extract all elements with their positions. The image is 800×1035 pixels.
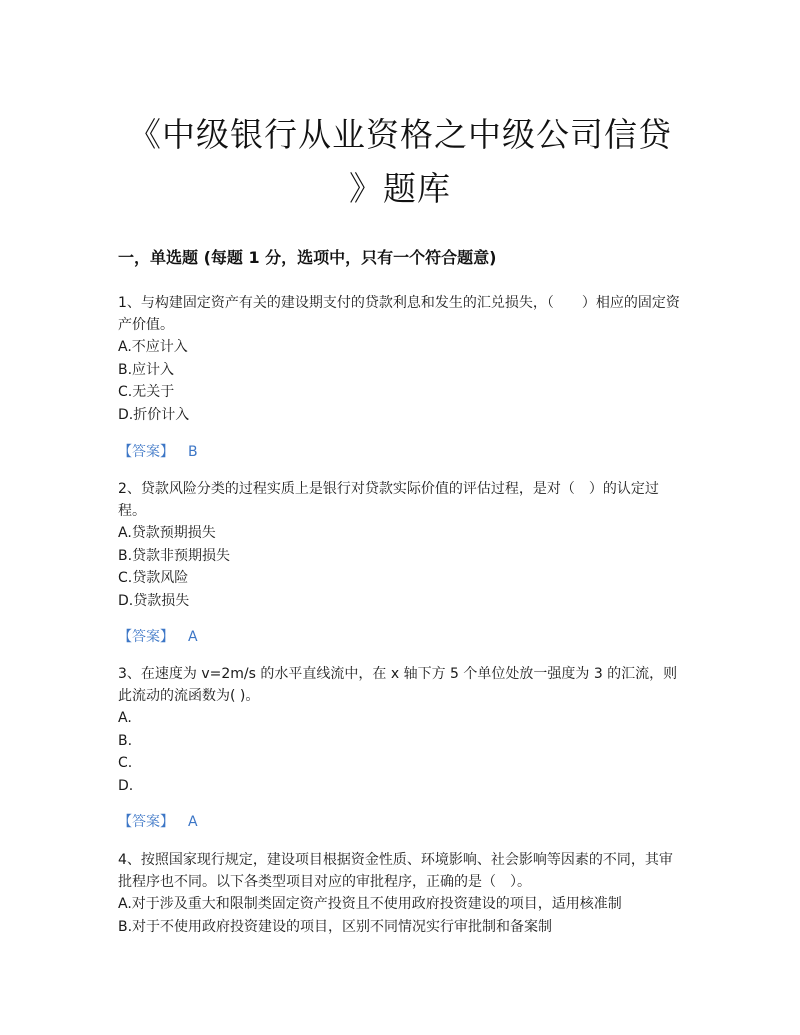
question-2 — [118, 478, 686, 612]
question-2-answer — [118, 627, 198, 647]
question-1 — [118, 292, 686, 426]
question-3 — [118, 663, 686, 797]
answer-value: A — [188, 814, 198, 830]
question-3-option-b: B. — [118, 732, 133, 749]
question-1-stem: 1、与构建固定资产有关的建设期支付的贷款利息和发生的汇兑损失，（ ）相应的固定资产价值。 — [118, 295, 680, 333]
answer-value: A — [188, 629, 198, 645]
question-3-option-a: A. — [118, 710, 132, 726]
question-3-option-c: C. — [118, 755, 133, 771]
question-2-option-c: C.贷款风险 — [118, 570, 189, 586]
question-2-stem: 2、贷款风险分类的过程实质上是银行对贷款实际价值的评估过程，是对（ ）的认定过程。 — [118, 481, 659, 519]
answer-label: 【答案】 — [118, 629, 174, 645]
question-1-option-b: B.应计入 — [118, 361, 175, 378]
question-1-option-a: A.不应计入 — [118, 339, 188, 355]
question-3-stem: 3、在速度为 v=2m/s 的水平直线流中，在 x 轴下方 5 个单位处放一强度为 3 的汇流，则此流动的流函数为( )。 — [118, 666, 678, 704]
question-3-answer — [118, 812, 198, 832]
question-1-option-d: D.折价计入 — [118, 406, 190, 423]
question-1-answer — [118, 442, 198, 462]
title-line-2: 》题库 — [349, 169, 451, 208]
question-2-option-b: B.贷款非预期损失 — [118, 547, 231, 564]
question-4 — [118, 849, 686, 938]
title-line-1: 《中级银行从业资格之中级公司信贷 — [128, 115, 672, 154]
section-heading: 一，单选题 (每题 1 分，选项中，只有一个符合题意) — [118, 248, 497, 267]
document-title — [100, 108, 700, 216]
question-2-option-d: D.贷款损失 — [118, 592, 190, 609]
question-4-stem: 4、按照国家现行规定，建设项目根据资金性质、环境影响、社会影响等因素的不同，其审批程序也不同。以下各类型项目对应的审批程序，正确的是（ ）。 — [118, 852, 673, 890]
question-3-option-d: D. — [118, 777, 134, 794]
answer-value: B — [188, 444, 198, 460]
question-2-option-a: A.贷款预期损失 — [118, 525, 216, 541]
question-1-option-c: C.无关于 — [118, 384, 175, 400]
question-4-option-a: A.对于涉及重大和限制类固定资产投资且不使用政府投资建设的项目，适用核准制 — [118, 896, 622, 912]
answer-label: 【答案】 — [118, 814, 174, 830]
answer-label: 【答案】 — [118, 444, 174, 460]
question-4-option-b: B.对于不使用政府投资建设的项目，区别不同情况实行审批制和备案制 — [118, 918, 553, 935]
